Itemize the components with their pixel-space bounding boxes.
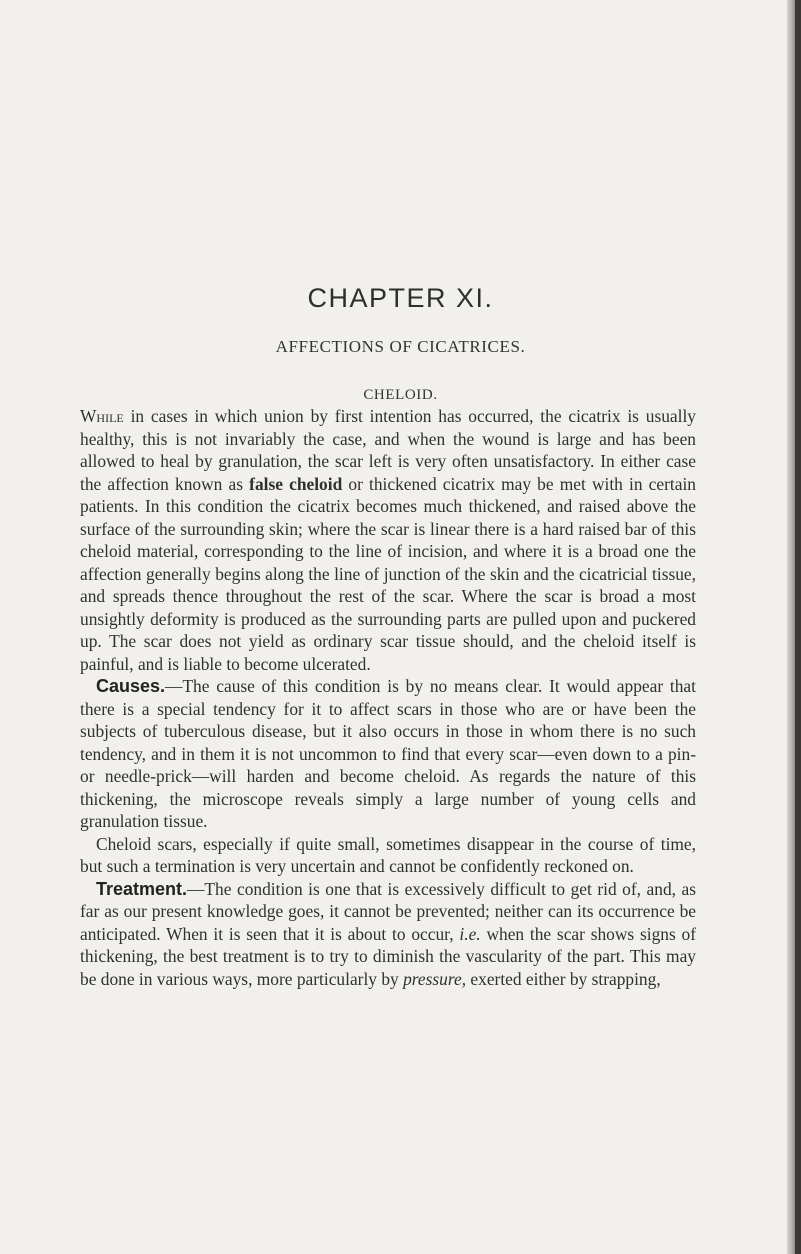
pressure-term: pressure, — [403, 968, 467, 989]
causes-heading: Causes. — [96, 676, 166, 696]
intro-text-1: in cases in which union by first intention has occurred, the cicatrix is usually healthy, this is not invariably the case, and when the wound is large and has been allowed to heal by granulation, the scar left is very often unsatisfactory. In either case the affection known as — [80, 406, 696, 494]
causes-text: —The cause of this condition is by no means clear. It would appear that there is a special tendency for it to affect scars in those who are or have been the subjects of tuberculous disease, but it also occurs in those in whom there is no such tendency, and in them it is not uncommon to find that every scar—even down to a pin- or needle-prick—will harden and become cheloid. As regards the nature of this thickening, the microscope reveals simply a large number of young cells and granulation tissue. — [80, 676, 696, 831]
treatment-text-1: —The condition is one that is excessively difficult to get rid of, and, as far as our present knowledge goes, it cannot be prevented; neither can its occurrence be anticipated. When it is seen that it is about to occur, — [80, 878, 696, 944]
section-heading: CHELOID. — [363, 387, 438, 403]
treatment-heading: Treatment. — [96, 878, 188, 899]
intro-text-2: or thickened cicatrix may be met with in certain patients. In this condition the cicatrix becomes much thickened, and raised above the surface of the surrounding skin; where the scar is linear there is a hard raised bar of this cheloid material, corresponding to the line of incision, and where it is a broad one the affection generally begins along the line of junction of the skin and the cicatricial tissue, and spreads thence throughout the rest of the scar. Where the scar is broad a most unsightly deformity is produced as the surrounding parts are pulled upon and puckered up. The scar does not yield as ordinary scar tissue should, and the cheloid itself is painful, and is liable to become ulcerated. — [80, 473, 696, 674]
paragraph-intro — [80, 405, 696, 675]
page-edge-dark — [795, 0, 801, 1254]
chapter-title: CHAPTER XI. — [307, 283, 494, 313]
chapter-subtitle: AFFECTIONS OF CICATRICES. — [275, 337, 526, 356]
false-cheloid-term: false cheloid — [249, 473, 343, 494]
paragraph-treatment — [80, 878, 696, 991]
lead-word: While — [80, 406, 124, 426]
treatment-text-3: exerted either by strapping, — [466, 968, 661, 989]
paragraph-causes — [80, 675, 696, 833]
paragraph-cheloid-scars: Cheloid scars, especially if quite small, sometimes disappear in the course of time, but such a termination is very uncertain and cannot be confidently reckoned on. — [80, 833, 696, 876]
body-text — [80, 405, 696, 990]
ie-abbrev: i.e. — [459, 923, 481, 944]
treatment-text-2: when the scar shows signs of thickening, the best treatment is to try to diminish the vascularity of the part. This may be done in various ways, more particularly by — [80, 923, 696, 989]
